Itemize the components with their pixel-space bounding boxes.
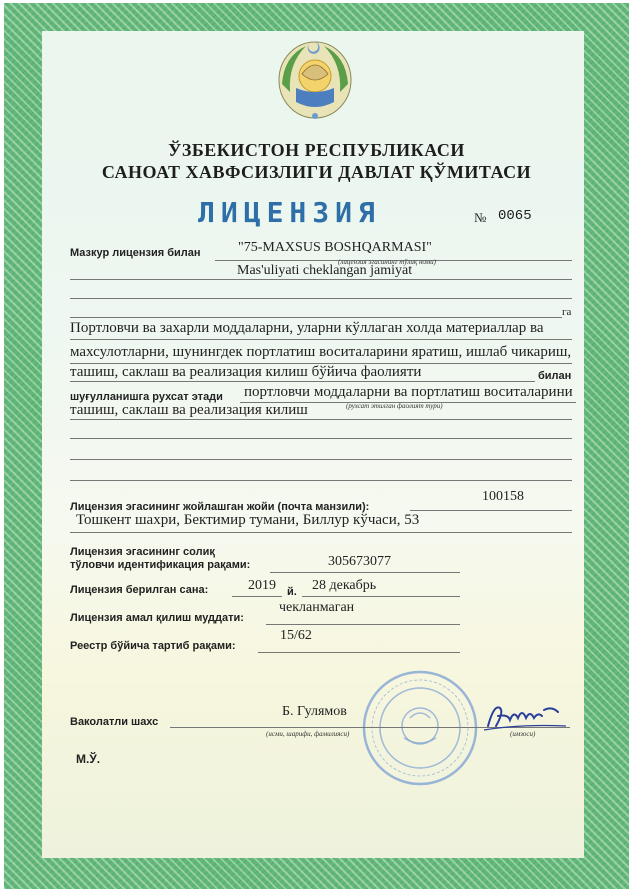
licensee-label: Мазкур лицензия билан bbox=[70, 247, 201, 259]
blank-line bbox=[70, 438, 572, 439]
suffix-ga: га bbox=[562, 306, 572, 318]
tin-label-1: Лицензия эгасининг солиқ bbox=[70, 546, 215, 558]
issue-day-month: 28 декабрь bbox=[312, 578, 377, 593]
blank-line bbox=[70, 339, 572, 340]
blank-line bbox=[70, 459, 572, 460]
permitted-activity-2: ташиш, саклаш ва реализация килиш bbox=[70, 402, 308, 418]
blank-line bbox=[70, 480, 572, 481]
year-abbr: й. bbox=[287, 586, 297, 598]
validity-value: чекланмаган bbox=[279, 600, 355, 615]
authorized-person-label: Ваколатли шахс bbox=[70, 716, 159, 728]
registry-value: 15/62 bbox=[280, 628, 312, 643]
address-label: Лицензия эгасининг жойлашган жойи (почта манзили): bbox=[70, 501, 370, 513]
blank-line bbox=[258, 652, 460, 653]
blank-line bbox=[70, 381, 535, 382]
handwritten-signature-icon bbox=[480, 696, 570, 736]
state-emblem-icon bbox=[276, 36, 354, 120]
activity-line-3: ташиш, саклаш ва реализация килиш бўйича фаолияти bbox=[70, 364, 422, 380]
signer-name: Б. Гулямов bbox=[282, 704, 347, 719]
blank-line bbox=[70, 317, 562, 318]
permitted-activity-hint: (рухсат этилган фаолият тури) bbox=[346, 402, 443, 410]
document-title: ЛИЦЕНЗИЯ bbox=[198, 196, 381, 229]
blank-line bbox=[266, 624, 460, 625]
signature-hint: (имзоси) bbox=[510, 730, 536, 738]
tin-label-2: тўловчи идентификация рақами: bbox=[70, 559, 251, 571]
licensee-name-hint: (лицензия эгасининг тўлиқ номи) bbox=[338, 258, 436, 266]
registry-label: Реестр бўйича тартиб рақами: bbox=[70, 640, 236, 652]
blank-line bbox=[410, 510, 572, 511]
licensee-legal-form: Mas'uliyati cheklangan jamiyat bbox=[237, 263, 413, 278]
permitted-activity-1: портловчи моддаларни ва портлатиш воситаларини bbox=[244, 384, 573, 400]
blank-line bbox=[302, 596, 460, 597]
committee-title: САНОАТ ХАВФСИЗЛИГИ ДАВЛАТ ҚЎМИТАСИ bbox=[101, 162, 532, 182]
blank-line bbox=[70, 279, 572, 280]
licensee-name: "75-MAXSUS BOSHQARMASI" bbox=[238, 240, 432, 255]
blank-line bbox=[70, 532, 572, 533]
address-value: Тошкент шахри, Бектимир тумани, Биллур кўчаси, 53 bbox=[76, 512, 420, 528]
validity-label: Лицензия амал қилиш муддати: bbox=[70, 612, 244, 624]
activity-line-2: махсулотларни, шунингдек портлатиш воситаларини яратиш, ишлаб чикариш, bbox=[70, 344, 572, 360]
activity-line-1: Портловчи ва захарли моддаларни, уларни кўллаган холда материаллар ва bbox=[70, 320, 544, 336]
signer-name-hint: (исми, шарифи, фамилияси) bbox=[266, 730, 350, 738]
country-title: ЎЗБЕКИСТОН РЕСПУБЛИКАСИ bbox=[168, 140, 465, 160]
blank-line bbox=[70, 419, 572, 420]
suffix-bilan: билан bbox=[538, 370, 572, 382]
number-label: № bbox=[474, 210, 487, 225]
blank-line bbox=[232, 596, 282, 597]
official-seal-icon bbox=[360, 668, 480, 788]
permit-label: шуғулланишга рухсат этади bbox=[70, 391, 223, 403]
blank-line bbox=[70, 298, 572, 299]
issue-year: 2019 bbox=[248, 578, 276, 593]
blank-line bbox=[270, 572, 460, 573]
seal-label: М.Ў. bbox=[76, 752, 101, 766]
tin-value: 305673077 bbox=[328, 554, 391, 569]
license-number: 0065 bbox=[498, 208, 532, 224]
issue-date-label: Лицензия берилган сана: bbox=[70, 584, 209, 596]
postal-code: 100158 bbox=[482, 489, 524, 504]
